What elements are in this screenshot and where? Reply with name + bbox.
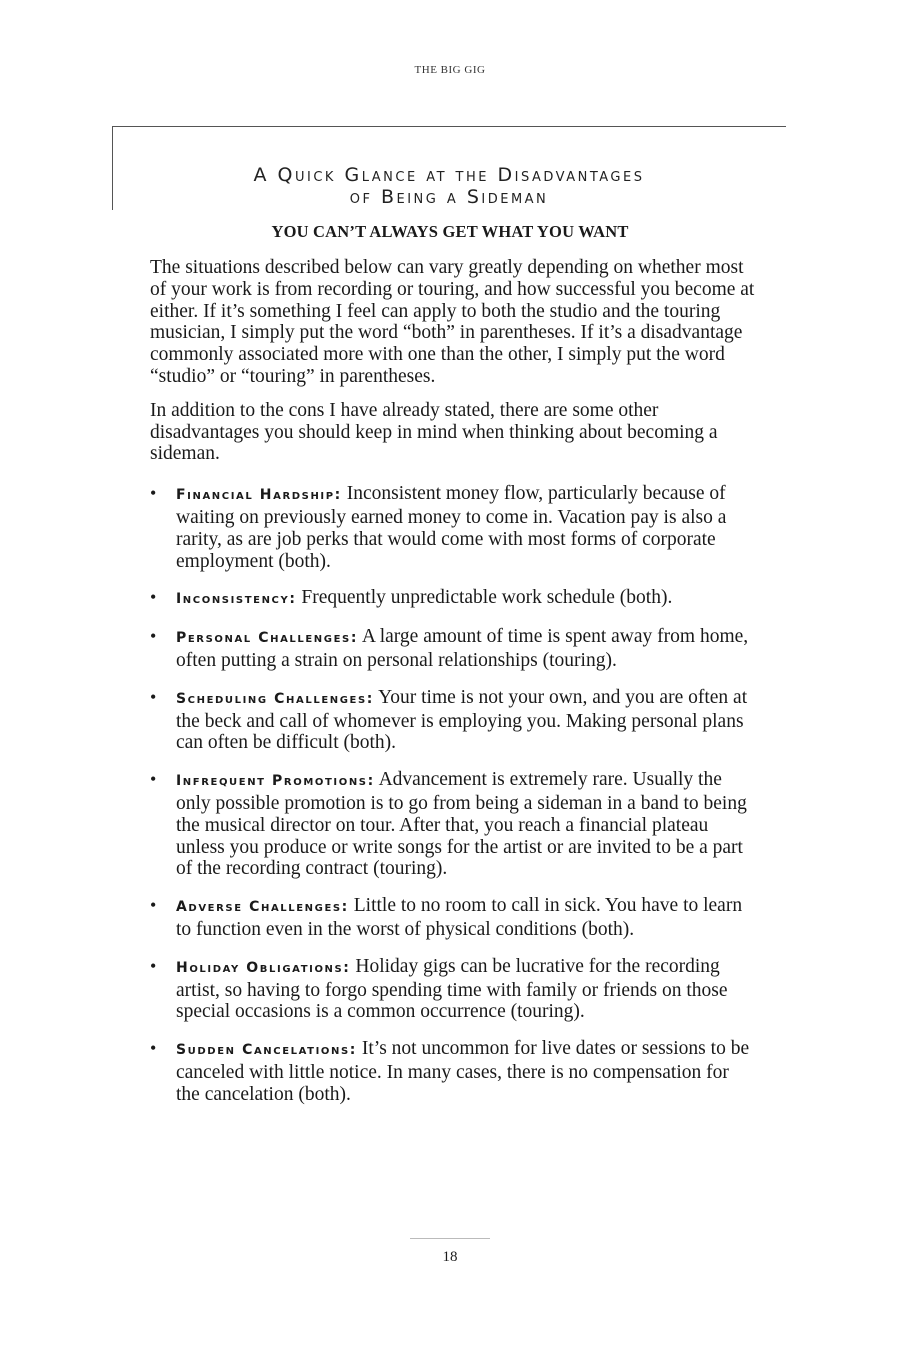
bullet-icon: • bbox=[150, 483, 157, 504]
bullet-icon: • bbox=[150, 1038, 157, 1059]
paragraph-cons: In addition to the cons I have already stated, there are some other disadvantages you should keep in mind when thinking about becoming a sideman. bbox=[150, 399, 718, 465]
item-text: Advancement is extremely rare. Usually the only possible promotion is to go from being a sideman in a band to being the musical director on tour. After that, you reach a financial plateau unless you produce or write songs for the artist or are invited to be a part of the recording contract (touring). bbox=[176, 769, 747, 880]
folio-rule bbox=[410, 1238, 490, 1239]
list-item bbox=[150, 1038, 755, 1105]
list-item bbox=[150, 483, 755, 572]
item-text: Your time is not your own, and you are often at the beck and call of whomever is employing you. Making personal plans can often be difficult (both). bbox=[176, 686, 748, 754]
item-text: Inconsistent money flow, particularly because of waiting on previously earned money to come in. Vacation pay is also a rarity, as are job perks that would come with most forms of corporate employment (both). bbox=[176, 483, 727, 572]
list-item bbox=[150, 895, 755, 941]
running-head: THE BIG GIG bbox=[414, 64, 486, 76]
item-term: Sudden Cancelations: bbox=[176, 1042, 357, 1059]
item-text: Frequently unpredictable work schedule (both). bbox=[296, 587, 673, 609]
section-title-line-1: A Quick Glance at the Disadvantages bbox=[253, 164, 645, 186]
bullet-icon: • bbox=[150, 686, 157, 707]
body-text bbox=[150, 257, 755, 1121]
item-term: Scheduling Challenges: bbox=[176, 690, 374, 707]
item-term: Adverse Challenges: bbox=[176, 899, 349, 916]
item-term: Financial Hardship: bbox=[176, 487, 342, 504]
item-term: Personal Challenges: bbox=[176, 630, 359, 647]
list-item bbox=[150, 626, 755, 672]
list-item bbox=[150, 956, 755, 1023]
bullet-icon: • bbox=[150, 626, 157, 647]
item-text: It’s not uncommon for live dates or sessions to be canceled with little notice. In many cases, there is no compensation for the cancelation (both). bbox=[176, 1038, 750, 1105]
bullet-icon: • bbox=[150, 895, 157, 916]
section-title-line-2: of Being a Sideman bbox=[349, 186, 549, 208]
item-text: Holiday gigs can be lucrative for the recording artist, so having to forgo spending time with family or friends on those special occasions is a common occurrence (touring). bbox=[176, 955, 728, 1023]
bullet-icon: • bbox=[150, 587, 157, 608]
section-title bbox=[112, 164, 786, 208]
item-term: Inconsistency: bbox=[176, 591, 297, 608]
paragraph-intro: The situations described below can vary greatly depending on whether most of your work is from recording or touring, and how successful you become at either. If it’s something I feel can apply to both the studio and the touring musician, I simply put the word “both” in parentheses. If it’s a disadvantage commonly associated more with one than the other, I simply put the word “studio” or “touring” in parentheses. bbox=[150, 257, 755, 387]
item-text: A large amount of time is spent away from home, often putting a strain on personal relationships (touring). bbox=[176, 626, 749, 671]
box-top-rule bbox=[112, 126, 786, 127]
item-text: Little to no room to call in sick. You have to learn to function even in the worst of physical conditions (both). bbox=[176, 895, 743, 940]
item-term: Holiday Obligations: bbox=[176, 959, 351, 976]
list-item bbox=[150, 769, 755, 880]
subheading: YOU CAN’T ALWAYS GET WHAT YOU WANT bbox=[271, 222, 629, 241]
item-term: Infrequent Promotions: bbox=[176, 773, 375, 790]
bullet-icon: • bbox=[150, 955, 157, 976]
disadvantages-list bbox=[150, 483, 755, 1105]
list-item bbox=[150, 587, 755, 611]
page-number: 18 bbox=[442, 1249, 458, 1265]
bullet-icon: • bbox=[150, 769, 157, 790]
list-item bbox=[150, 687, 755, 754]
